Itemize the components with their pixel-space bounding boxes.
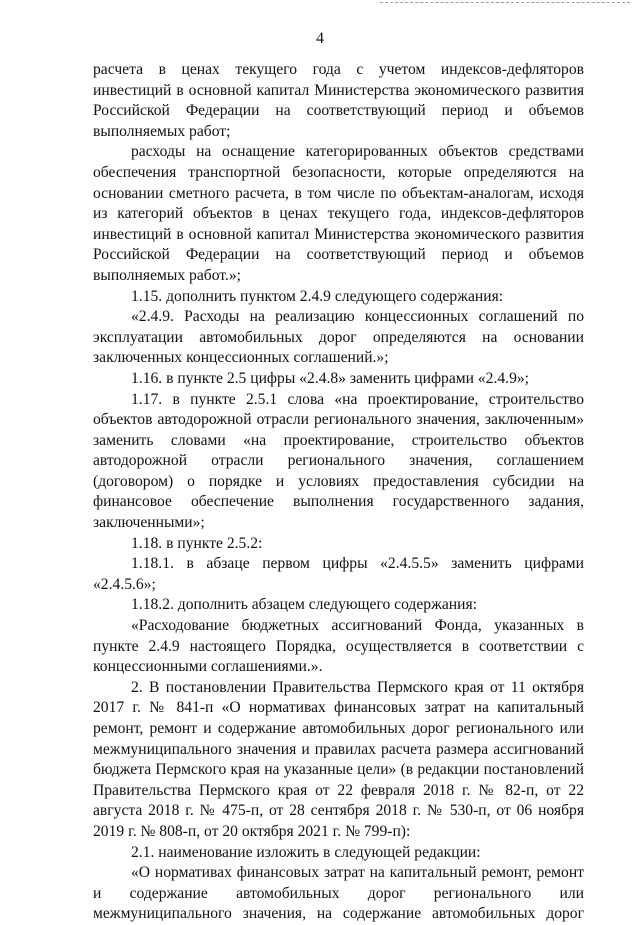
paragraph-1: расчета в ценах текущего года с учетом индексов-дефляторов инвестиций в основной капитал Министерства экономического развития Российской Федерации на соответствующий период и объемов выполняемых работ; <box>93 61 584 140</box>
paragraph-10: «Расходование бюджетных ассигнований Фонда, указанных в пункте 2.4.9 настоящего Порядка, осуществляется в соответствии с концессионными соглашениями.». <box>93 617 584 676</box>
paragraph-7: 1.18. в пункте 2.5.2: <box>131 534 263 552</box>
page-number: 4 <box>316 30 324 47</box>
paragraph-3: 1.15. дополнить пунктом 2.4.9 следующего содержания: <box>131 287 504 305</box>
paragraph-6: 1.17. в пункте 2.5.1 слова «на проектирование, строительство объектов автодорожной отрасли регионального значения, заключенным» заменить словами «на проектирование, строительство объектов автодорожной отрасли регионального значения, соглашением (договором) о порядке и условиях предоставления субсидии на финансовое обеспечение выполнения государственного задания, заключенными»; <box>93 390 584 532</box>
paragraph-11: 2. В постановлении Правительства Пермского края от 11 октября 2017 г. № 841-п «О нормативах финансовых затрат на капитальный ремонт, ремонт и содержание автомобильных дорог регионального или межмуниципального значения и правилах расчета размера ассигнований бюджета Пермского края на указанные цели» (в редакции постановлений Правительства Пермского края от 22 февраля 2018 г. № 82-п, от 22 августа 2018 г. № 475-п, от 28 сентября 2018 г. № 530-п, от 06 ноября 2019 г. № 808-п, от 20 октября 2021 г. № 799-п): <box>93 678 584 840</box>
paragraph-2: расходы на оснащение категорированных объектов средствами обеспечения транспортной безопасности, которые определяются на основании сметного расчета, в том числе по объектам-аналогам, исходя из категорий объектов в ценах текущего года, индексов-дефляторов инвестиций в основной капитал Министерства экономического развития Российской Федерации на соответствующий период и объемов выполняемых работ.»; <box>93 143 584 284</box>
top-edge-rule <box>380 2 630 3</box>
paragraph-12: 2.1. наименование изложить в следующей редакции: <box>131 843 481 861</box>
paragraph-9: 1.18.2. дополнить абзацем следующего содержания: <box>131 596 477 614</box>
paragraph-8: 1.18.1. в абзаце первом цифры «2.4.5.5» заменить цифрами «2.4.5.6»; <box>93 555 584 593</box>
paragraph-13: «О нормативах финансовых затрат на капитальный ремонт, ремонт и содержание автомобильных дорог регионального или межмуниципального значения, на содержание автомобильных дорог <box>93 864 584 923</box>
document-body <box>93 60 584 925</box>
paragraph-5: 1.16. в пункте 2.5 цифры «2.4.8» заменить цифрами «2.4.9»; <box>131 369 529 387</box>
paragraph-4: «2.4.9. Расходы на реализацию концессионных соглашений по эксплуатации автомобильных дорог определяются на основании заключенных концессионных соглашений.»; <box>93 308 584 367</box>
